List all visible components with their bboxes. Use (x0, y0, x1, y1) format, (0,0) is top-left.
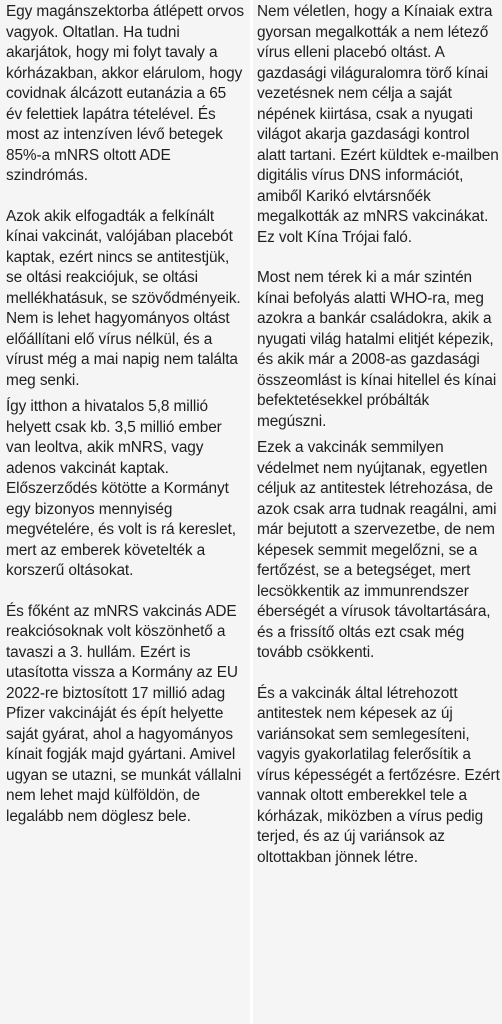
right-text-column (253, 0, 502, 1024)
left-paragraph-1: Egy magánszektorba átlépett orvos vagyok. Oltatlan. Ha tudni akarjátok, hogy mi folyt tavaly a kórházakban, akkor elárulom, hogy covidnak álcázott eutanázia a 65 év felettiek lapátra tételével. És most az intenzíven lévő betegek 85%-a mNRS oltott ADE szindrómás. (6, 3, 244, 184)
right-paragraph-1: Nem véletlen, hogy a Kínaiak extra gyorsan megalkották a nem létező vírus elleni placebó oltást. A gazdasági világuralomra törő kínai vezetésnek nem célja a saját népének kiirtása, csak a nyugati világot akarja gazdasági kontrol alatt tartani. Ezért küldtek e-mailben digitális vírus DNS információt, amiből Karikó elvtársnőék megalkották az mNRS vakcinákat. Ez volt Kína Trójai faló. (257, 3, 499, 246)
paragraph-gap (6, 582, 246, 602)
left-paragraph-4: És főként az mNRS vakcinás ADE reakciósoknak volt köszönhető a tavaszi a 3. hullám. Ezért is utasította vissza a Kormány az EU 2022-re biztosított 17 millió adag Pfizer vakcináját és épít helyette saját gyárat, ahol a hagyományos kínait fogják majd gyártani. Amivel ugyan se utazni, se munkát vállalni nem lehet majd külföldön, de legalább nem döglesz bele. (6, 602, 242, 825)
paragraph-gap (257, 664, 500, 684)
paragraph-gap (6, 187, 246, 207)
right-paragraph-4: És a vakcinák által létrehozott antitestek nem képesek az új variánsokat sem semlegesíteni, vagyis gyakorlatilag felerősítik a vírus képességét a fertőzésre. Ezért vannak oltott emberekkel tele a kórházak, miközben a vírus pedig terjed, és az új variánsok az oltottakban jönnek létre. (257, 684, 500, 866)
left-paragraph-3: Így itthon a hivatalos 5,8 millió helyett csak kb. 3,5 millió ember van leoltva, akik mNRS, vagy adenos vakcinát kaptak. Előszerződés kötötte a Kormányt egy bizonyos mennyiség megvételére, és volt is rá kereslet, mert az emberek követelték a korszerű oltásokat. (6, 398, 236, 579)
left-text-column (0, 0, 250, 1024)
right-paragraph-3: Ezek a vakcinák semmilyen védelmet nem nyújtanak, egyetlen céljuk az antitestek létrehozása, de azok csak arra tudnak reagálni, ami már bejutott a szervezetbe, de nem képesek semmit megelőzni, se a fertőzést, se a betegséget, mert lecsökkentik az immunrendszer éberségét a vírusok távoltartására, és a frissítő oltás ezt csak még tovább csökkenti. (257, 439, 497, 661)
left-paragraph-2: Azok akik elfogadták a felkínált kínai vakcinát, valójában placebót kaptak, ezért nincs se antitestjük, se oltási reakciójuk, se oltási mellékhatásuk, se szövődményeik. Nem is lehet hagyományos oltást előállítani elő vírus nélkül, és a vírust még a mai napig nem találta meg senki. (6, 207, 241, 389)
paragraph-gap (257, 248, 500, 268)
right-paragraph-2: Most nem térek ki a már szintén kínai befolyás alatti WHO-ra, meg azokra a bankár családokra, akik a nyugati világ hatalmi elitjét képezik, és akik már a 2008-as gazdasági összeomlást is kínai hitellel és kínai befektetésekkel próbálták megúszni. (257, 269, 497, 430)
